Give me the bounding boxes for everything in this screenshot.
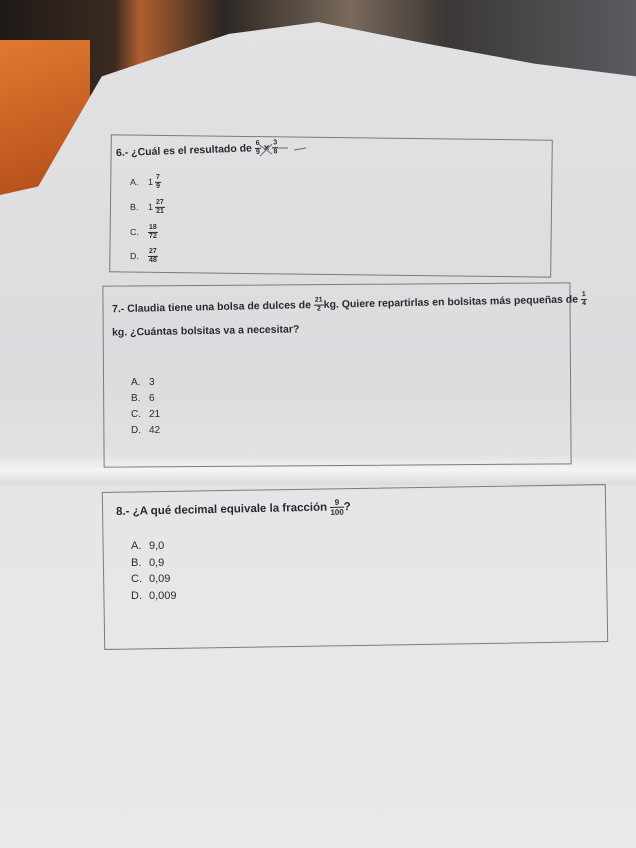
option-letter: D. xyxy=(131,425,141,436)
option-letter: A. xyxy=(129,176,139,188)
question-7-fraction-1: $\frac{21}{2}$ xyxy=(314,296,323,313)
option-whole: 1 xyxy=(147,176,154,187)
q7-option-d xyxy=(131,425,160,436)
q8-option-d xyxy=(131,590,177,602)
pencil-scribble xyxy=(254,138,314,162)
q8-option-a xyxy=(131,540,164,552)
option-value: 0,009 xyxy=(149,590,177,602)
q7-option-a xyxy=(131,377,155,388)
question-8-qmark: ? xyxy=(343,501,351,514)
option-letter: D. xyxy=(131,590,142,602)
question-8-fraction: $\frac{9}{100}$ xyxy=(330,497,344,517)
q8-option-c xyxy=(131,573,170,585)
q6-option-d xyxy=(130,248,158,265)
q8-option-b xyxy=(131,557,164,569)
option-whole: 1 xyxy=(147,201,154,212)
q6-option-b xyxy=(130,199,165,216)
option-fraction: $\frac{18}{72}$ xyxy=(148,223,157,240)
option-value: 42 xyxy=(149,425,161,436)
option-fraction: $\frac{27}{48}$ xyxy=(148,247,157,264)
q6-option-a xyxy=(130,174,161,191)
question-7-text-a: 7.- Claudia tiene una bolsa de dulces de xyxy=(111,299,312,316)
question-6-label: 6.- ¿Cuál es el resultado de xyxy=(115,142,253,160)
option-value: 6 xyxy=(149,393,155,404)
option-letter: C. xyxy=(131,409,141,420)
question-7-text-c: kg. ¿Cuántas bolsitas va a necesitar? xyxy=(111,323,300,339)
q6-option-c xyxy=(130,224,158,241)
question-6-fraction-1: $\frac{6}{9}$ xyxy=(255,139,261,156)
times-sign: × xyxy=(263,142,270,154)
q7-option-b xyxy=(131,393,155,404)
option-fraction: $\frac{7}{9}$ xyxy=(155,173,160,190)
option-value: 0,9 xyxy=(149,557,165,569)
q7-option-c xyxy=(131,409,160,420)
option-value: 3 xyxy=(149,377,155,388)
option-value: 9,0 xyxy=(149,540,165,552)
option-letter: C. xyxy=(129,226,140,237)
option-letter: B. xyxy=(129,201,139,213)
question-6-fraction-2: $\frac{3}{8}$ xyxy=(273,139,278,156)
option-letter: B. xyxy=(131,393,141,404)
option-letter: C. xyxy=(131,573,142,585)
option-fraction: $\frac{27}{21}$ xyxy=(155,198,164,215)
option-letter: A. xyxy=(131,377,141,388)
option-value: 21 xyxy=(149,409,161,420)
option-letter: D. xyxy=(129,250,140,261)
question-8-label: 8.- ¿A qué decimal equivale la fracción xyxy=(115,501,328,518)
option-letter: B. xyxy=(131,557,142,569)
question-7-fraction-2: $\frac{1}{4}$ xyxy=(581,291,587,308)
option-value: 0,09 xyxy=(149,573,171,585)
question-7-text-b: kg. Quiere repartirlas en bolsitas más pequeñas de xyxy=(323,293,579,311)
option-letter: A. xyxy=(131,540,142,552)
